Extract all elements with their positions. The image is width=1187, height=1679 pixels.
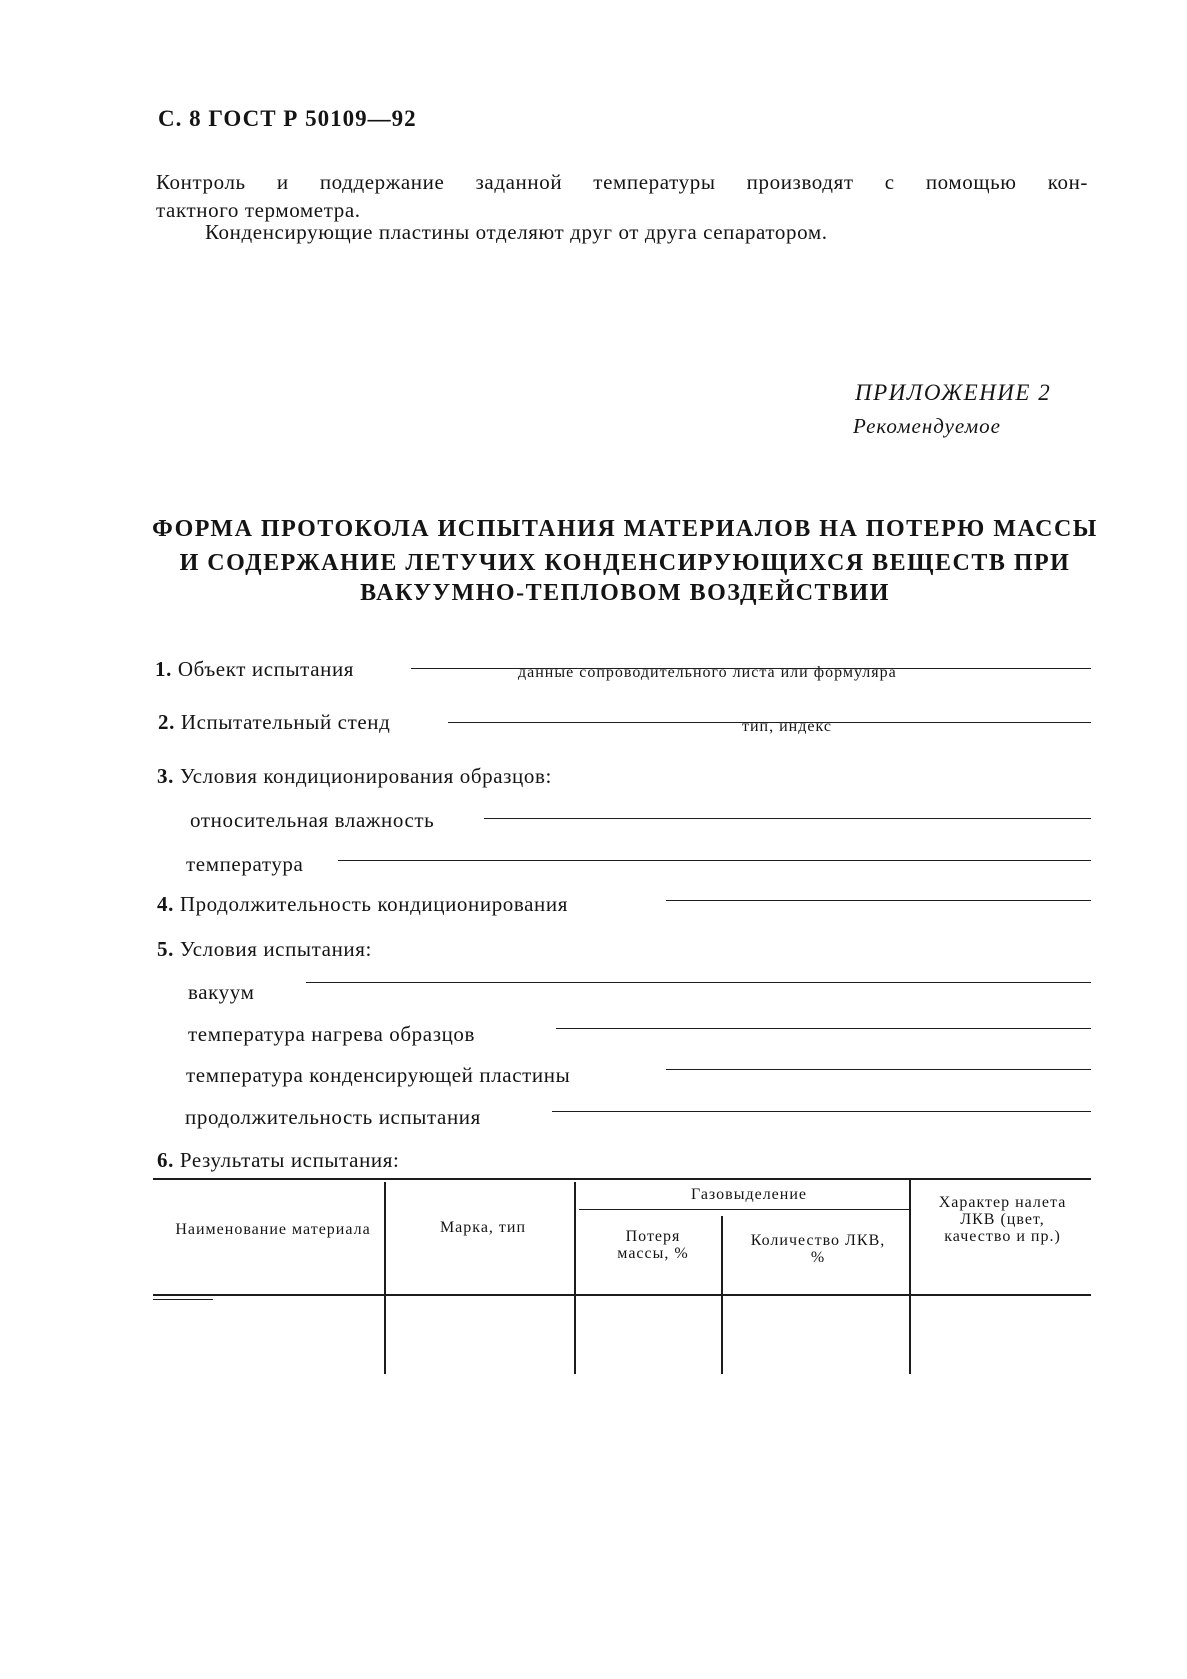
item-label: Объект испытания xyxy=(177,657,355,681)
table-header-deposit: Характер налета ЛКВ (цвет, качество и пр.) xyxy=(938,1194,1067,1245)
fill-line-heating-temperature xyxy=(556,1028,1091,1029)
conditioning-temperature-label: температура xyxy=(186,852,304,876)
item-number: 6. xyxy=(157,1148,174,1172)
page-header: С. 8 ГОСТ Р 50109—92 xyxy=(158,106,417,131)
appendix-label: ПРИЛОЖЕНИЕ 2 xyxy=(855,380,1052,405)
intro-text-line-2: тактного термометра. xyxy=(156,198,361,222)
test-duration-label: продолжительность испытания xyxy=(185,1105,481,1129)
table-header-rule xyxy=(153,1294,1091,1296)
table-col-divider-2 xyxy=(574,1182,576,1374)
results-table xyxy=(153,1178,1093,1374)
table-col-divider-3 xyxy=(721,1216,723,1374)
fill-line-humidity xyxy=(484,818,1091,819)
item-label: Продолжительность кондиционирования xyxy=(179,892,568,916)
table-top-rule xyxy=(153,1178,1091,1180)
form-title-line-2: И СОДЕРЖАНИЕ ЛЕТУЧИХ КОНДЕНСИРУЮЩИХСЯ ВЕЩЕСТВ ПРИ xyxy=(179,550,1071,576)
table-header-lkv: Количество ЛКВ, % xyxy=(750,1232,886,1266)
form-item-conditioning xyxy=(157,764,552,789)
hint-object: данные сопроводительного листа или формуляра xyxy=(518,664,897,681)
item-number: 4. xyxy=(157,892,174,916)
plate-temperature-label: температура конденсирующей пластины xyxy=(186,1063,571,1087)
form-item-object xyxy=(155,657,354,682)
item-label: Условия испытания: xyxy=(179,937,372,961)
table-header-grade: Марка, тип xyxy=(439,1219,527,1236)
heating-temperature-label: температура нагрева образцов xyxy=(188,1022,476,1046)
fill-line-conditioning-duration xyxy=(666,900,1091,901)
hint-test-stand: тип, индекс xyxy=(742,718,832,735)
item-label: Испытательный стенд xyxy=(180,710,391,734)
item-number: 1. xyxy=(155,657,172,681)
vacuum-label: вакуум xyxy=(188,980,255,1004)
form-item-conditioning-duration xyxy=(157,892,568,917)
fill-line-vacuum xyxy=(306,982,1091,983)
table-header-rule-double xyxy=(153,1299,213,1300)
table-col-divider-4 xyxy=(909,1178,911,1374)
form-title-line-3: ВАКУУМНО-ТЕПЛОВОМ ВОЗДЕЙСТВИИ xyxy=(360,580,890,606)
form-item-test-conditions xyxy=(157,937,372,962)
form-item-test-stand xyxy=(158,710,390,735)
table-header-outgassing: Газовыделение xyxy=(690,1186,808,1203)
item-label: Условия кондиционирования образцов: xyxy=(179,764,552,788)
item-number: 3. xyxy=(157,764,174,788)
item-number: 2. xyxy=(158,710,175,734)
outgassing-group-rule xyxy=(579,1209,909,1210)
fill-line-conditioning-temperature xyxy=(338,860,1091,861)
intro-text-line-3: Конденсирующие пластины отделяют друг от друга сепаратором. xyxy=(205,220,828,244)
item-label: Результаты испытания: xyxy=(179,1148,400,1172)
appendix-status: Рекомендуемое xyxy=(853,414,1001,438)
table-header-mass-loss: Потеря массы, % xyxy=(617,1228,689,1262)
intro-text-line-1: Контроль и поддержание заданной температуры производят с помощью кон- xyxy=(156,170,1088,194)
table-col-divider-1 xyxy=(384,1182,386,1374)
table-header-material: Наименование материала xyxy=(175,1221,371,1238)
form-title-line-1: ФОРМА ПРОТОКОЛА ИСПЫТАНИЯ МАТЕРИАЛОВ НА ПОТЕРЮ МАССЫ xyxy=(152,516,1098,542)
item-number: 5. xyxy=(157,937,174,961)
fill-line-plate-temperature xyxy=(666,1069,1091,1070)
humidity-label: относительная влажность xyxy=(190,808,435,832)
fill-line-test-duration xyxy=(552,1111,1091,1112)
form-item-results xyxy=(157,1148,399,1173)
